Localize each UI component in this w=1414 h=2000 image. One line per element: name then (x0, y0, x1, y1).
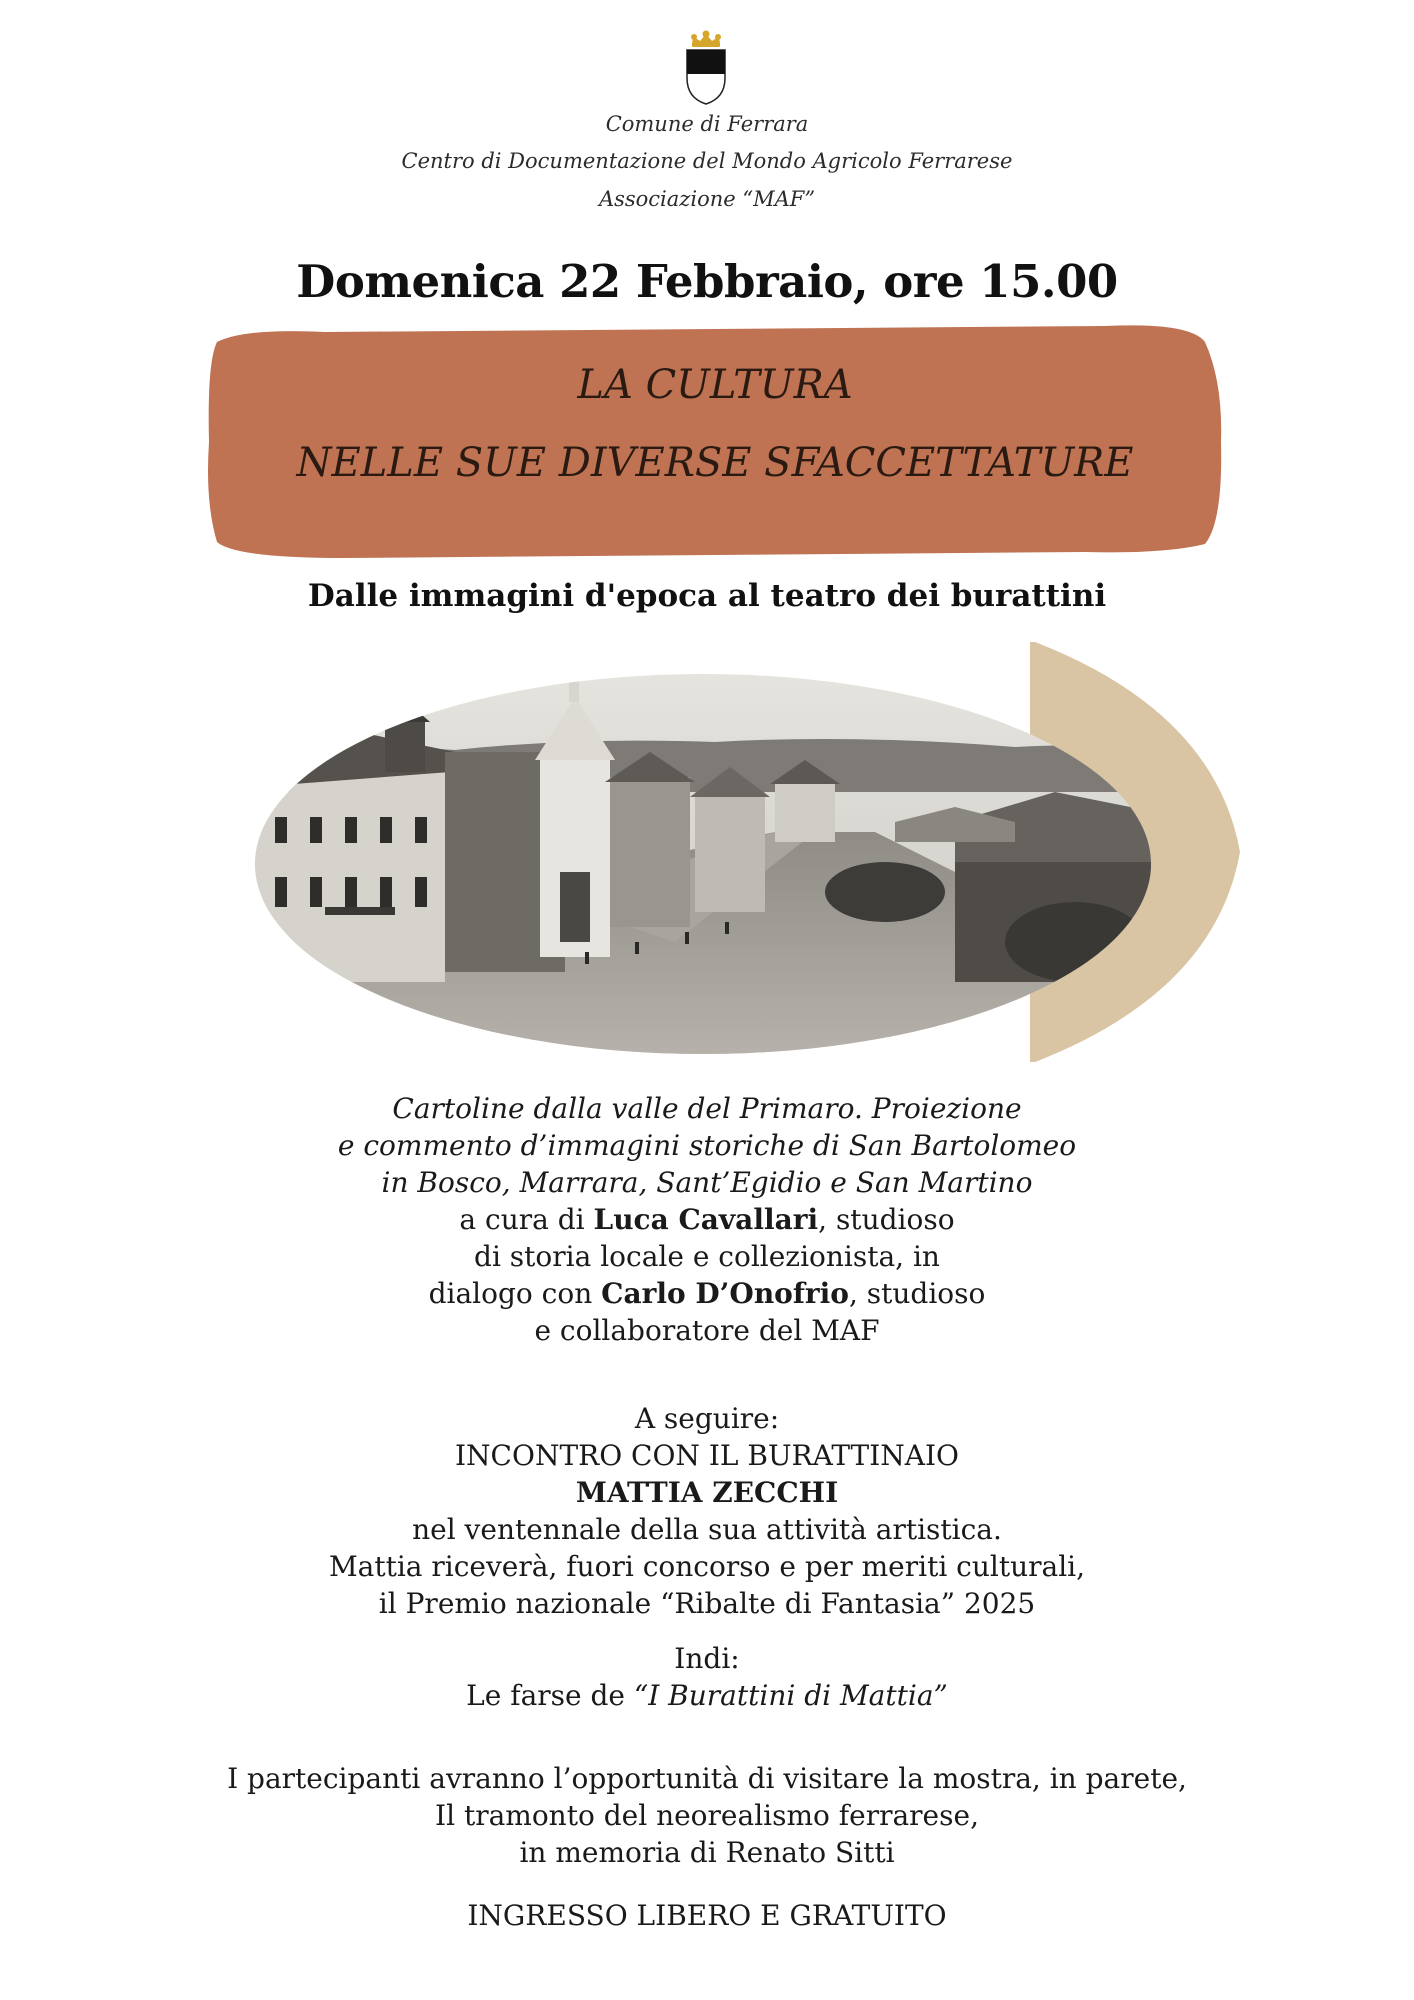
ferrara-coat-of-arms-icon (683, 30, 729, 106)
banner-line-cultura: LA CULTURA (577, 362, 853, 408)
org-line-comune: Comune di Ferrara (605, 112, 809, 136)
org-line-associazione: Associazione “MAF” (598, 187, 816, 211)
exhibition-line: I partecipanti avranno l’opportunità di visitare la mostra, in parete, (227, 1762, 1187, 1795)
description-line: di storia locale e collezionista, in (474, 1240, 940, 1273)
description-line: in Bosco, Marrara, Sant’Egidio e San Martino (381, 1166, 1033, 1199)
puppeteer-name: MATTIA ZECCHI (575, 1476, 839, 1509)
historic-postcard-image (255, 642, 1240, 1062)
then-title: “I Burattini di Mattia” (633, 1679, 948, 1712)
dialog-name: Carlo D’Onofrio (601, 1277, 849, 1310)
banner-line-sfaccettature: NELLE SUE DIVERSE SFACCETTATURE (296, 440, 1134, 486)
following-intro: A seguire: (634, 1402, 780, 1435)
following-line: Mattia riceverà, fuori concorso e per meriti culturali, (328, 1550, 1086, 1583)
then-intro: Indi: (674, 1642, 740, 1675)
following-block (0, 1400, 1414, 1622)
description-line: e collaboratore del MAF (534, 1314, 880, 1347)
curator-prefix: a cura di (459, 1203, 594, 1236)
exhibition-block (0, 1760, 1414, 1871)
following-meeting: INCONTRO CON IL BURATTINAIO (455, 1439, 959, 1472)
dialog-line (0, 1275, 1414, 1312)
curator-line (0, 1201, 1414, 1238)
curator-name: Luca Cavallari (593, 1203, 819, 1236)
description-line: e commento d’immagini storiche di San Bartolomeo (337, 1129, 1077, 1162)
event-subtitle: Dalle immagini d'epoca al teatro dei burattini (307, 578, 1107, 614)
free-entry-text: INGRESSO LIBERO E GRATUITO (467, 1899, 947, 1932)
dialog-prefix: dialogo con (428, 1277, 602, 1310)
then-block (0, 1640, 1414, 1714)
following-line: il Premio nazionale “Ribalte di Fantasia” 2025 (378, 1587, 1036, 1620)
description-block (0, 1090, 1414, 1349)
description-line: Cartoline dalla valle del Primaro. Proiezione (392, 1092, 1022, 1125)
then-line (0, 1677, 1414, 1714)
free-entry-notice (0, 1897, 1414, 1934)
event-date-heading: Domenica 22 Febbraio, ore 15.00 (296, 255, 1118, 308)
curator-suffix: , studioso (818, 1203, 955, 1236)
following-line: nel ventennale della sua attività artistica. (412, 1513, 1002, 1546)
exhibition-line: Il tramonto del neorealismo ferrarese, (435, 1799, 979, 1832)
exhibition-line: in memoria di Renato Sitti (519, 1836, 895, 1869)
org-line-centro: Centro di Documentazione del Mondo Agricolo Ferrarese (401, 149, 1013, 173)
dialog-suffix: , studioso (848, 1277, 986, 1310)
then-prefix: Le farse de (466, 1679, 634, 1712)
